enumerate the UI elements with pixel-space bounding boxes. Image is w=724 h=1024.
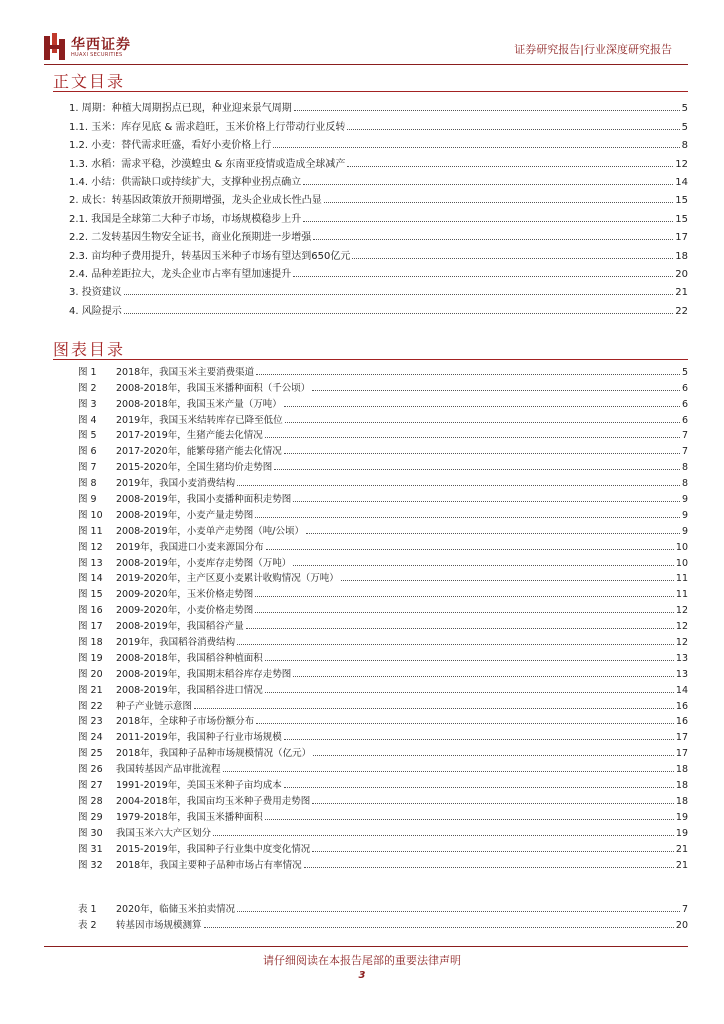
figures-title-underline <box>53 359 688 360</box>
figure-entry-page: 7 <box>681 446 688 458</box>
figure-entry-label: 图 18 <box>78 637 103 649</box>
dot-leader <box>246 628 674 629</box>
legal-notice: 请仔细阅读在本报告尾部的重要法律声明 <box>263 954 461 967</box>
dot-leader <box>265 660 674 661</box>
figure-entry[interactable] <box>55 632 688 648</box>
table-entry-title: 转基因市场规模测算 <box>116 919 202 931</box>
dot-leader <box>265 819 674 820</box>
dot-leader <box>303 221 673 222</box>
figure-entry-title: 2019年，我国玉米结转库存已降至低位 <box>116 414 283 426</box>
toc-entry-text: 4. 风险提示 <box>69 305 122 317</box>
figure-entry[interactable] <box>55 426 688 442</box>
huaxi-logo-icon <box>44 33 66 61</box>
toc-entry[interactable] <box>55 96 688 114</box>
toc-entry[interactable] <box>55 262 688 280</box>
figure-entry-label: 图 30 <box>78 827 103 839</box>
figure-entry-label: 图 1 <box>78 366 97 378</box>
toc-entry-text: 2. 成长：转基因政策放开预期增强，龙头企业成长性凸显 <box>69 195 322 207</box>
figure-entry-label: 图 8 <box>78 478 97 490</box>
figure-entry[interactable] <box>55 648 688 664</box>
dot-leader <box>347 129 679 130</box>
dot-leader <box>313 239 673 240</box>
figure-entry[interactable] <box>55 616 688 632</box>
figure-entry-page: 13 <box>675 668 688 680</box>
figure-entry[interactable] <box>55 775 688 791</box>
dot-leader <box>265 437 680 438</box>
toc-title-underline <box>53 91 688 92</box>
header-divider <box>44 64 688 65</box>
figure-entry-label: 图 26 <box>78 764 103 776</box>
dot-leader <box>266 549 674 550</box>
table-entry-title: 2020年，临储玉米拍卖情况 <box>116 903 236 915</box>
figure-entry-page: 17 <box>675 748 688 760</box>
dot-leader <box>312 803 674 804</box>
figure-entry-title: 2008-2018年，我国玉米播种面积（千公顷） <box>116 382 311 394</box>
figure-entry-label: 图 27 <box>78 780 103 792</box>
toc-entry[interactable] <box>55 280 688 298</box>
figure-entry-page: 17 <box>675 732 688 744</box>
figure-entry-label: 图 7 <box>78 462 97 474</box>
figure-entry-page: 9 <box>681 525 688 537</box>
figure-entry-title: 2008-2019年，小麦单产走势图（吨/公顷） <box>116 525 304 537</box>
figure-entry-page: 21 <box>675 843 688 855</box>
toc-entry-page: 15 <box>675 195 688 207</box>
toc-list <box>55 96 688 317</box>
figure-entry[interactable] <box>55 823 688 839</box>
figure-entry-page: 13 <box>675 652 688 664</box>
figure-entry-title: 2018年，我国主要种子品种市场占有率情况 <box>116 859 302 871</box>
toc-entry-text: 2.3. 亩均种子费用提升，转基因玉米种子市场有望达到650亿元 <box>69 250 351 262</box>
figure-entry-label: 图 32 <box>78 859 103 871</box>
figure-entry-title: 2008-2018年，我国稻谷种植面积 <box>116 652 263 664</box>
figure-entry-title: 2011-2019年，我国种子行业市场规模 <box>116 732 282 744</box>
figure-entry-title: 种子产业链示意图 <box>116 700 193 712</box>
toc-entry-page: 22 <box>675 305 688 317</box>
figure-entry-page: 18 <box>675 780 688 792</box>
toc-entry[interactable] <box>55 225 688 243</box>
figure-entry-title: 我国转基因产品审批流程 <box>116 764 221 776</box>
figure-entry[interactable] <box>55 553 688 569</box>
figure-entry[interactable] <box>55 441 688 457</box>
figure-entry-title: 2008-2019年，小麦产量走势图 <box>116 509 254 521</box>
toc-entry[interactable] <box>55 133 688 151</box>
figure-entry-page: 8 <box>681 462 688 474</box>
dot-leader <box>304 867 674 868</box>
figure-entry[interactable] <box>55 727 688 743</box>
figure-entry[interactable] <box>55 505 688 521</box>
figure-entry-page: 6 <box>681 382 688 394</box>
figure-entry-label: 图 5 <box>78 430 97 442</box>
dot-leader <box>324 202 674 203</box>
toc-title: 正文目录 <box>53 72 126 91</box>
figure-entry-label: 图 14 <box>78 573 103 585</box>
figure-entry-label: 图 2 <box>78 382 97 394</box>
figure-entry[interactable] <box>55 839 688 855</box>
dot-leader <box>352 258 673 259</box>
logo-english-name: HUAXI SECURITIES <box>71 52 123 58</box>
dot-leader <box>194 708 674 709</box>
toc-entry[interactable] <box>55 298 688 316</box>
table-entry-page: 7 <box>681 903 688 915</box>
figure-entry-title: 2009-2020年，小麦价格走势图 <box>116 605 254 617</box>
dot-leader <box>303 184 673 185</box>
tables-list <box>55 899 688 931</box>
table-entry-label: 表 2 <box>78 919 97 931</box>
figure-entry-label: 图 24 <box>78 732 103 744</box>
figure-entry[interactable] <box>55 569 688 585</box>
dot-leader <box>306 533 680 534</box>
figure-entry[interactable] <box>55 473 688 489</box>
figure-entry-title: 2008-2019年，我国期末稻谷库存走势图 <box>116 668 292 680</box>
table-entry-label: 表 1 <box>78 903 97 915</box>
figure-entry-label: 图 22 <box>78 700 103 712</box>
figure-entry-page: 19 <box>675 827 688 839</box>
dot-leader <box>273 147 679 148</box>
dot-leader <box>255 612 674 613</box>
figure-entry-page: 12 <box>675 605 688 617</box>
toc-entry-text: 2.1. 我国是全球第二大种子市场，市场规模稳步上升 <box>69 213 302 225</box>
figure-entry[interactable] <box>55 457 688 473</box>
figure-entry-page: 16 <box>675 700 688 712</box>
report-type-label: 证券研究报告|行业深度研究报告 <box>514 43 672 56</box>
logo-chinese-name: 华西证券 <box>71 37 131 53</box>
dot-leader <box>237 911 680 912</box>
dot-leader <box>124 313 674 314</box>
dot-leader <box>285 422 680 423</box>
figure-entry-title: 2018年，我国种子品种市场规模情况（亿元） <box>116 748 312 760</box>
figure-entry-title: 2008-2018年，我国玉米产量（万吨） <box>116 398 282 410</box>
company-logo <box>44 33 149 63</box>
figure-entry[interactable] <box>55 394 688 410</box>
figure-entry-label: 图 31 <box>78 843 103 855</box>
figure-entry-title: 2009-2020年，玉米价格走势图 <box>116 589 254 601</box>
dot-leader <box>255 596 674 597</box>
figure-entry-label: 图 17 <box>78 621 103 633</box>
figure-entry-page: 12 <box>675 637 688 649</box>
figure-entry-label: 图 13 <box>78 557 103 569</box>
figure-entry[interactable] <box>55 537 688 553</box>
footer-divider <box>44 946 688 947</box>
toc-entry[interactable] <box>55 188 688 206</box>
toc-entry-text: 1.4. 小结：供需缺口或持续扩大，支撑种业拐点确立 <box>69 176 302 188</box>
toc-entry[interactable] <box>55 151 688 169</box>
toc-entry-page: 5 <box>681 121 688 133</box>
figure-entry-title: 2019年，我国进口小麦来源国分布 <box>116 541 264 553</box>
figure-entry-title: 2008-2019年，小麦库存走势图（万吨） <box>116 557 292 569</box>
toc-entry-page: 20 <box>675 268 688 280</box>
toc-entry[interactable] <box>55 206 688 224</box>
figure-entry-label: 图 20 <box>78 668 103 680</box>
toc-entry-page: 14 <box>675 176 688 188</box>
toc-entry-text: 1. 周期：种植大周期拐点已现，种业迎来景气周期 <box>69 103 292 115</box>
dot-leader <box>294 110 680 111</box>
figure-entry-title: 2019年，我国小麦消费结构 <box>116 478 236 490</box>
figure-entry-page: 11 <box>675 589 688 601</box>
toc-entry-page: 12 <box>675 158 688 170</box>
figure-entry[interactable] <box>55 410 688 426</box>
figure-entry-label: 图 4 <box>78 414 97 426</box>
toc-entry-page: 15 <box>675 213 688 225</box>
figures-title: 图表目录 <box>53 340 126 359</box>
figure-entry-label: 图 10 <box>78 509 103 521</box>
figure-entry-page: 14 <box>675 684 688 696</box>
figure-entry[interactable] <box>55 712 688 728</box>
figure-entry[interactable] <box>55 759 688 775</box>
figure-entry[interactable] <box>55 362 688 378</box>
figure-entry-page: 7 <box>681 430 688 442</box>
figure-entry[interactable] <box>55 600 688 616</box>
figure-entry[interactable] <box>55 791 688 807</box>
figure-entry-page: 10 <box>675 557 688 569</box>
toc-entry-page: 5 <box>681 103 688 115</box>
figure-entry[interactable] <box>55 378 688 394</box>
figure-entry-page: 9 <box>681 494 688 506</box>
figure-entry-page: 6 <box>681 398 688 410</box>
figure-entry-label: 图 15 <box>78 589 103 601</box>
dot-leader <box>312 390 680 391</box>
figure-entry-label: 图 25 <box>78 748 103 760</box>
figure-entry[interactable] <box>55 743 688 759</box>
table-entry-page: 20 <box>675 919 688 931</box>
toc-entry-text: 2.4. 品种差距拉大，龙头企业市占率有望加速提升 <box>69 268 292 280</box>
toc-entry[interactable] <box>55 243 688 261</box>
figure-entry-label: 图 29 <box>78 811 103 823</box>
table-entry[interactable] <box>55 915 688 931</box>
dot-leader <box>284 787 674 788</box>
toc-entry-page: 18 <box>675 250 688 262</box>
figure-entry-title: 2015-2019年，我国种子行业集中度变化情况 <box>116 843 311 855</box>
figure-entry[interactable] <box>55 489 688 505</box>
figure-entry-page: 8 <box>681 478 688 490</box>
dot-leader <box>256 374 680 375</box>
figure-entry-title: 2008-2019年，我国小麦播种面积走势图 <box>116 494 292 506</box>
figure-entry-label: 图 11 <box>78 525 103 537</box>
toc-entry-text: 1.3. 水稻：需求平稳，沙漠蝗虫 & 东南亚疫情或造成全球减产 <box>69 158 346 170</box>
figure-entry-title: 2019-2020年，主产区夏小麦累计收购情况（万吨） <box>116 573 339 585</box>
figure-entry-title: 2004-2018年，我国亩均玉米种子费用走势图 <box>116 795 311 807</box>
figure-entry-title: 2017-2020年，能繁母猪产能去化情况 <box>116 446 282 458</box>
dot-leader <box>313 755 674 756</box>
dot-leader <box>213 835 674 836</box>
dot-leader <box>124 294 674 295</box>
figure-entry-page: 19 <box>675 811 688 823</box>
figure-entry-page: 16 <box>675 716 688 728</box>
figure-entry-label: 图 12 <box>78 541 103 553</box>
figure-entry[interactable] <box>55 521 688 537</box>
figure-entry[interactable] <box>55 680 688 696</box>
figure-entry-title: 2015-2020年，全国生猪均价走势图 <box>116 462 273 474</box>
figure-entry-page: 18 <box>675 764 688 776</box>
figure-entry[interactable] <box>55 584 688 600</box>
figure-entry-label: 图 6 <box>78 446 97 458</box>
figure-entry-label: 图 28 <box>78 795 103 807</box>
dot-leader <box>223 771 674 772</box>
figure-entry[interactable] <box>55 807 688 823</box>
dot-leader <box>237 485 680 486</box>
figure-entry[interactable] <box>55 855 688 871</box>
figure-entry-page: 6 <box>681 414 688 426</box>
dot-leader <box>293 276 673 277</box>
figure-entry-title: 我国玉米六大产区划分 <box>116 827 212 839</box>
figure-entry-page: 5 <box>681 366 688 378</box>
dot-leader <box>204 927 674 928</box>
figure-entry-page: 21 <box>675 859 688 871</box>
figure-entry-title: 1979-2018年，我国玉米播种面积 <box>116 811 263 823</box>
dot-leader <box>265 692 674 693</box>
figure-entry-page: 9 <box>681 509 688 521</box>
dot-leader <box>341 580 674 581</box>
figure-entry-title: 2017-2019年，生猪产能去化情况 <box>116 430 263 442</box>
toc-entry[interactable] <box>55 170 688 188</box>
toc-entry-page: 17 <box>675 232 688 244</box>
figures-list <box>55 362 688 871</box>
figure-entry-title: 2008-2019年，我国稻谷产量 <box>116 621 244 633</box>
figure-entry-label: 图 3 <box>78 398 97 410</box>
toc-entry-text: 2.2. 二发转基因生物安全证书，商业化预期进一步增强 <box>69 232 312 244</box>
figure-entry-label: 图 23 <box>78 716 103 728</box>
figure-entry[interactable] <box>55 696 688 712</box>
dot-leader <box>237 644 674 645</box>
dot-leader <box>347 166 673 167</box>
toc-entry-page: 21 <box>675 287 688 299</box>
figure-entry-title: 1991-2019年，美国玉米种子亩均成本 <box>116 780 282 792</box>
toc-entry-page: 8 <box>681 140 688 152</box>
figure-entry[interactable] <box>55 664 688 680</box>
dot-leader <box>293 501 680 502</box>
dot-leader <box>284 406 680 407</box>
dot-leader <box>284 739 674 740</box>
dot-leader <box>293 565 674 566</box>
toc-entry-text: 1.1. 玉米：库存见底 & 需求趋旺，玉米价格上行带动行业反转 <box>69 121 346 133</box>
toc-entry-text: 3. 投资建议 <box>69 287 122 299</box>
figure-entry-page: 11 <box>675 573 688 585</box>
page-header <box>0 0 724 70</box>
figure-entry-page: 18 <box>675 795 688 807</box>
figure-entry-label: 图 21 <box>78 684 103 696</box>
figure-entry-title: 2018年，我国玉米主要消费渠道 <box>116 366 255 378</box>
figure-entry-title: 2018年，全球种子市场份额分布 <box>116 716 255 728</box>
figure-entry-page: 10 <box>675 541 688 553</box>
figure-entry-label: 图 19 <box>78 652 103 664</box>
figure-entry-page: 12 <box>675 621 688 633</box>
toc-entry-text: 1.2. 小麦：替代需求旺盛，看好小麦价格上行 <box>69 140 272 152</box>
dot-leader <box>256 723 674 724</box>
dot-leader <box>293 676 674 677</box>
dot-leader <box>312 851 674 852</box>
dot-leader <box>255 517 680 518</box>
toc-entry[interactable] <box>55 114 688 132</box>
figure-entry-label: 图 9 <box>78 494 97 506</box>
figure-entry-label: 图 16 <box>78 605 103 617</box>
figure-entry-title: 2019年，我国稻谷消费结构 <box>116 637 236 649</box>
figure-entry-title: 2008-2019年，我国稻谷进口情况 <box>116 684 263 696</box>
dot-leader <box>284 453 680 454</box>
page-number: 3 <box>358 970 366 981</box>
table-entry[interactable] <box>55 899 688 915</box>
dot-leader <box>274 469 680 470</box>
